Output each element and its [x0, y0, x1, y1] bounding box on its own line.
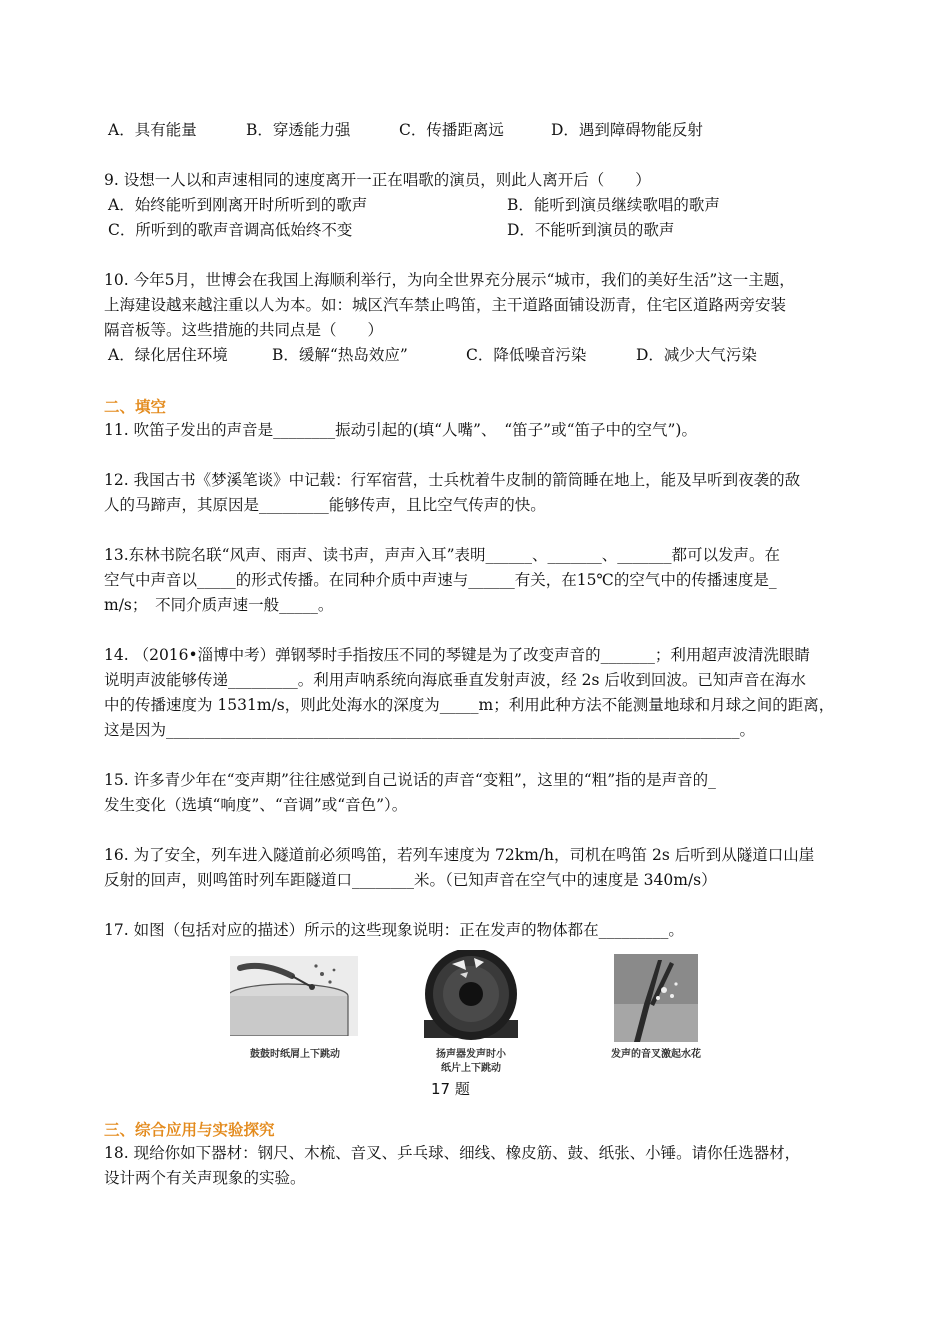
- q14-line-1: 14. （2016•淄博中考）弹钢琴时手指按压不同的琴键是为了改变声音的_______；利用超声波清洗眼睛: [104, 646, 810, 664]
- q13-line-1: 13.东林书院名联“风声、雨声、读书声，声声入耳”表明______、_______、_______都可以发声。在: [104, 546, 781, 564]
- q11: 11. 吹笛子发出的声音是________振动引起的(填“人嘴”、 “笛子”或“笛子中的空气”)。: [104, 421, 697, 439]
- q9-option-d: D．不能听到演员的歌声: [507, 221, 675, 239]
- q14-line-4: 这是因为__________________________________________________________________________。: [104, 721, 756, 739]
- q17-figures: [0, 950, 950, 1100]
- q9-option-b: B．能听到演员继续歌唱的歌声: [507, 196, 720, 214]
- q16-line-2: 反射的回声，则鸣笛时列车距隧道口________米。（已知声音在空气中的速度是 340m/s）: [104, 871, 717, 889]
- q9-option-c: C．所听到的歌声音调高低始终不变: [108, 221, 353, 239]
- tuning-fork-caption: 发声的音叉激起水花: [611, 1049, 701, 1060]
- q10-option-a: A．绿化居住环境: [108, 346, 228, 364]
- q9-stem: 9. 设想一人以和声速相同的速度离开一正在唱歌的演员，则此人离开后（ ）: [104, 171, 651, 189]
- q8-option-b: B．穿透能力强: [246, 121, 351, 139]
- q15-line-1: 15. 许多青少年在“变声期”往往感觉到自己说话的声音“变粗”，这里的“粗”指的是声音的_: [104, 771, 716, 789]
- q18-line-1: 18. 现给你如下器材：钢尺、木梳、音叉、乒乓球、细线、橡皮筋、鼓、纸张、小锤。请你任选器材，: [104, 1144, 801, 1162]
- q18-line-2: 设计两个有关声现象的实验。: [104, 1169, 306, 1187]
- section-2-heading: 二、填空: [104, 398, 167, 416]
- q8-option-c: C．传播距离远: [399, 121, 504, 139]
- section-3-heading: 三、综合应用与实验探究: [104, 1121, 275, 1139]
- q12-line-2: 人的马蹄声，其原因是_________能够传声，且比空气传声的快。: [104, 496, 546, 514]
- q8-option-d: D．遇到障碍物能反射: [551, 121, 703, 139]
- drum-caption: 鼓鼓时纸屑上下跳动: [250, 1049, 340, 1060]
- q17: 17. 如图（包括对应的描述）所示的这些现象说明：正在发声的物体都在_________。: [104, 921, 684, 939]
- q10-line-3: 隔音板等。这些措施的共同点是（ ）: [104, 321, 384, 339]
- speaker-caption-line-1: 扬声器发声时小: [436, 1049, 506, 1060]
- q10-line-1: 10. 今年5月，世博会在我国上海顺利举行，为向全世界充分展示“城市，我们的美好生活”这一主题，: [104, 271, 795, 289]
- q10-option-d: D．减少大气污染: [636, 346, 757, 364]
- q10-option-c: C．降低噪音污染: [466, 346, 587, 364]
- q9-option-a: A．始终能听到刚离开时所听到的歌声: [108, 196, 368, 214]
- q13-line-3: m/s； 不同介质声速一般_____。: [104, 596, 334, 614]
- figure-number: 17 题: [431, 1080, 470, 1098]
- q8-option-a: A．具有能量: [108, 121, 197, 139]
- q16-line-1: 16. 为了安全，列车进入隧道前必须鸣笛，若列车速度为 72km/h，司机在鸣笛 2s 后听到从隧道口山崖: [104, 846, 815, 864]
- q10-option-b: B．缓解“热岛效应”: [272, 346, 408, 364]
- q14-line-2: 说明声波能够传递_________。利用声呐系统向海底垂直发射声波，经 2s 后收到回波。已知声音在海水: [104, 671, 806, 689]
- q15-line-2: 发生变化（选填“响度”、“音调”或“音色”）。: [104, 796, 408, 814]
- speaker-caption-line-2: 纸片上下跳动: [441, 1063, 501, 1074]
- q14-line-3: 中的传播速度为 1531m/s，则此处海水的深度为_____m；利用此种方法不能测量地球和月球之间的距离，: [104, 696, 835, 714]
- drum-illustration: [230, 956, 358, 1036]
- q10-line-2: 上海建设越来越注重以人为本。如：城区汽车禁止鸣笛，主干道路面铺设沥青，住宅区道路两旁安装: [104, 296, 787, 314]
- tuning-fork-illustration: [614, 954, 698, 1042]
- q12-line-1: 12. 我国古书《梦溪笔谈》中记载：行军宿营，士兵枕着牛皮制的箭筒睡在地上，能及早听到夜袭的敌: [104, 471, 801, 489]
- speaker-illustration: [412, 950, 530, 1040]
- q13-line-2: 空气中声音以_____的形式传播。在同种介质中声速与______有关，在15℃的空气中的传播速度是_: [104, 571, 777, 589]
